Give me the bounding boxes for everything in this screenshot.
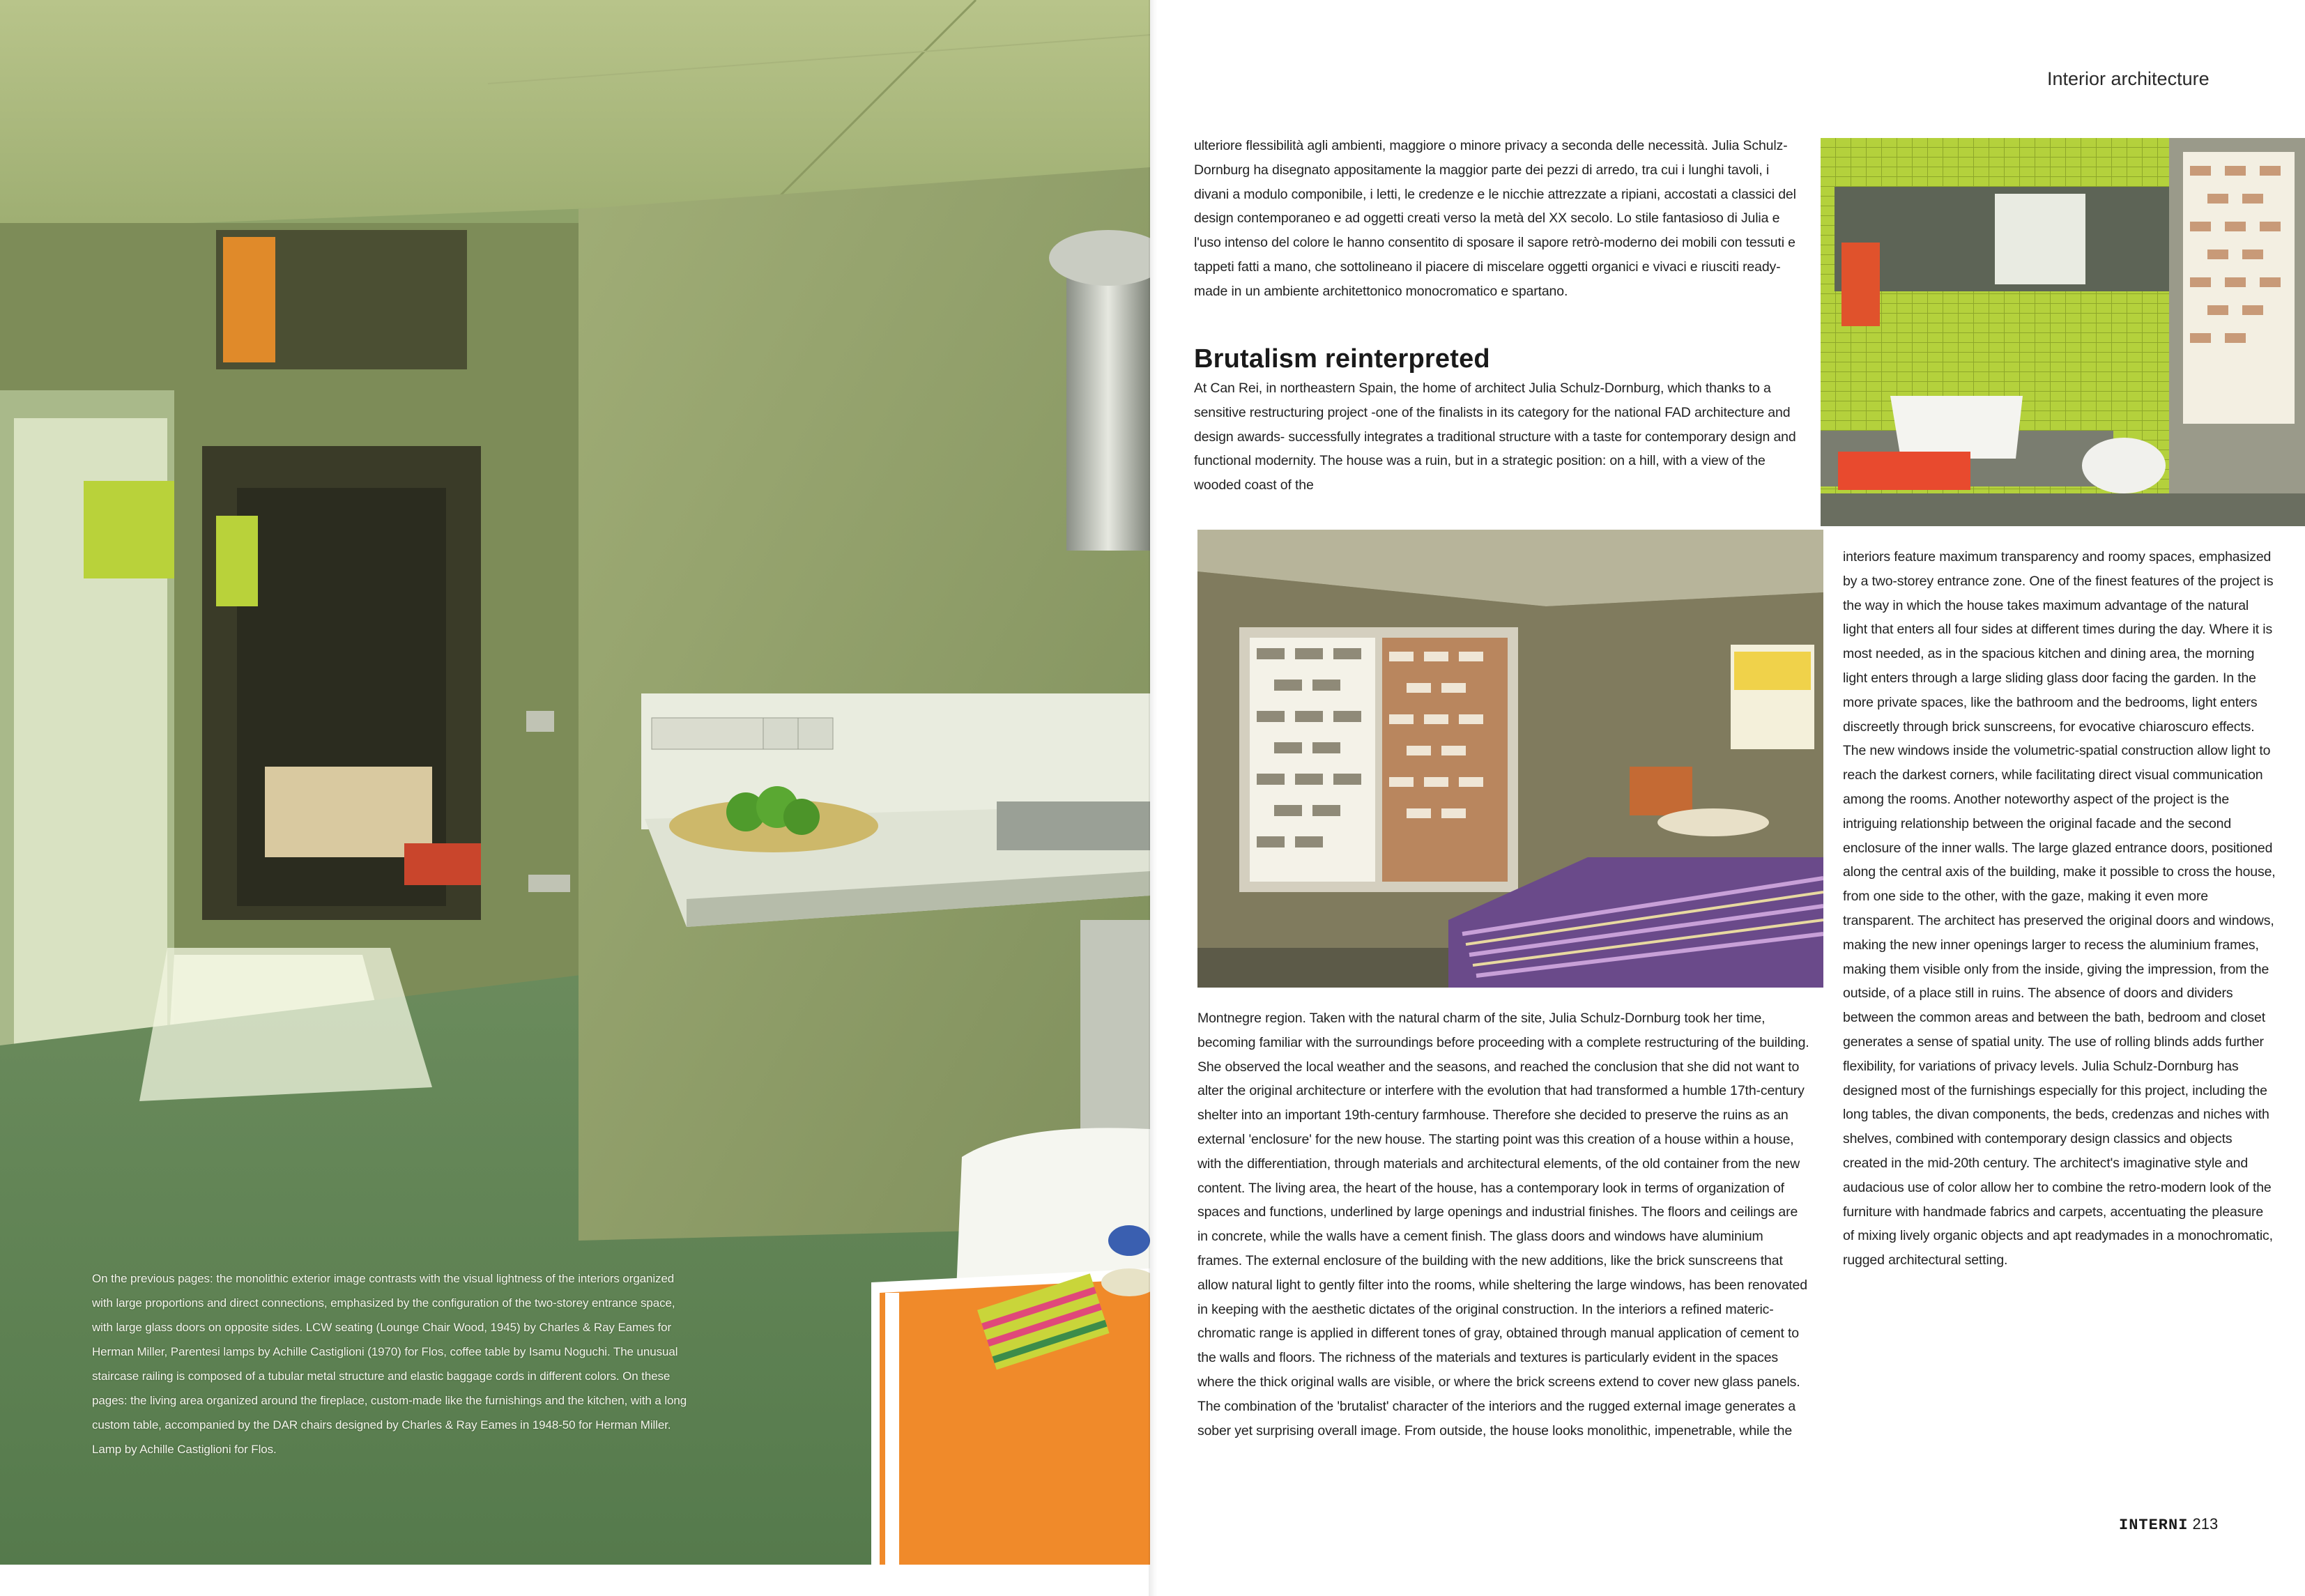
magazine-name: INTERNI <box>2119 1517 2189 1534</box>
right-column-paragraph: interiors feature maximum transparency and roomy spaces, emphasized by a two-storey entrance zone. One of the finest features of the project is the way in which the house takes maximum advantage of the natural light that enters all four sides at different times during the day. Where it is most needed, as in the spacious kitchen and dining area, the morning light enters through a large sliding glass door facing the garden. In the more private spaces, like the bathroom and the bedrooms, light enters discreetly through brick sunscreens, for evocative chiaroscuro effects. The new windows inside the volumetric-spatial construction allow light to reach the darkest corners, while facilitating direct visual communication among the rooms. Another noteworthy aspect of the project is the intriguing relationship between the original facade and the second enclosure of the inner walls. The large glazed entrance doors, positioned along the central axis of the building, make it possible to cross the house, from one side to the other, with the gaze, making it even more transparent. The architect has preserved the original doors and windows, making the new inner openings larger to recess the aluminium frames, making them visible only from the inside, giving the impression, from the outside, of a place still in ruins. The absence of doors and dividers between the common areas and between the bath, bedroom and closet generates a sense of spatial unity. The use of rolling blinds adds further flexibility, for variations of privacy levels. Julia Schulz-Dornburg has designed most of the furnishings especially for this project, including the long tables, the divan components, the beds, credenzas and niches with shelves, combined with contemporary design classics and objects created in the mid-20th century. The architect's imaginative style and audacious use of color allow her to combine the retro-modern look of the furniture with handmade fabrics and carpets, accentuating the pleasure of mixing lively organic objects and apt readymades in a monochromatic, rugged architectural setting. <box>1843 549 2276 1268</box>
bedroom-photo <box>1197 530 1823 988</box>
section-label: Interior architecture <box>2047 68 2210 89</box>
photo-caption: On the previous pages: the monolithic exterior image contrasts with the visual lightness of the interiors organized with large proportions and direct connections, emphasized by the configuration of the two-storey entrance space, with large glass doors on opposite sides. LCW seating (Lounge Chair Wood, 1945) by Charles & Ray Eames for Herman Miller, Parentesi lamps by Achille Castiglioni (1970) for Flos, coffee table by Isamu Noguchi. The unusual staircase railing is composed of a tubular metal structure and elastic baggage cords in different colors. On these pages: the living area organized around the fireplace, custom-made like the furnishings and the kitchen, with a long custom table, accompanied by the DAR chairs designed by Charles & Ray Eames in 1948-50 for Herman Miller. Lamp by Achille Castiglioni for Flos. <box>92 1272 687 1456</box>
page-number: 213 <box>2192 1515 2219 1533</box>
main-paragraph: Montnegre region. Taken with the natural charm of the site, Julia Schulz-Dornburg took her time, becoming familiar with the surroundings before proceeding with a complete restructuring of the building. She observed the local weather and the seasons, and reached the conclusion that she did not want to alter the original architecture or interfere with the evolution that had transformed a humble 17th-century shelter into an important 19th-century farmhouse. Therefore she decided to preserve the ruins as an external 'enclosure' for the new house. The starting point was this creation of a house within a house, with the differentiation, through materials and architectural elements, of the old container from the new content. The living area, the heart of the house, has a contemporary look in terms of organization of spaces and functions, underlined by large openings and industrial finishes. The floors and ceilings are in concrete, while the walls have a cement finish. The glass doors and windows have aluminium frames. The external enclosure of the building with the new additions, like the brick sunscreens that allow natural light to gently filter into the rooms, while sheltering the large windows, has been renovated in keeping with the aesthetic dictates of the original construction. In the interiors a refined materic-chromatic range is applied in different tones of gray, obtained through manual application of cement to the walls and floors. The richness of the materials and textures is particularly evident in the spaces where the thick original walls are visible, or where the brick screens extend to cover new glass panels. The combination of the 'brutalist' character of the interiors and the rugged external image generates a sober yet surprising overall image. From outside, the house looks monolithic, impenetrable, while the <box>1197 1011 1809 1438</box>
folio <box>2119 1515 2218 1534</box>
article-headline: Brutalism reinterpreted <box>1194 344 1490 374</box>
italian-paragraph: ulteriore flessibilità agli ambienti, maggiore o minore privacy a seconda delle necessità. Julia Schulz-Dornburg ha disegnato appositamente la maggior parte dei pezzi di arredo, tra cui i lunghi tavoli, i divani a modulo componibile, i letti, le credenze e le nicchie attrezzate a ripiani, accostati a classici del design contemporaneo e ad oggetti creati verso la metà del XX secolo. Lo stile fantasioso di Julia e l'uso intenso del colore le hanno consentito di sposare il sapore retrò-moderno dei mobili con tessuti e tappeti fatti a mano, che sottolineano il piacere di miscelare oggetti organici e vivaci e riusciti ready-made in un ambiente architettonico monocromatico e spartano. <box>1194 138 1796 299</box>
page-gutter <box>1149 0 1157 1596</box>
intro-paragraph: At Can Rei, in northeastern Spain, the home of architect Julia Schulz-Dornburg, which thanks to a sensitive restructuring project -one of the finalists in its category for the national FAD architecture and design awards- successfully integrates a traditional structure with a taste for contemporary design and functional modernity. The house was a ruin, but in a strategic position: on a hill, with a view of the wooded coast of the <box>1194 381 1796 493</box>
kitchen-photo <box>0 0 1150 1565</box>
bathroom-photo <box>1821 138 2305 526</box>
